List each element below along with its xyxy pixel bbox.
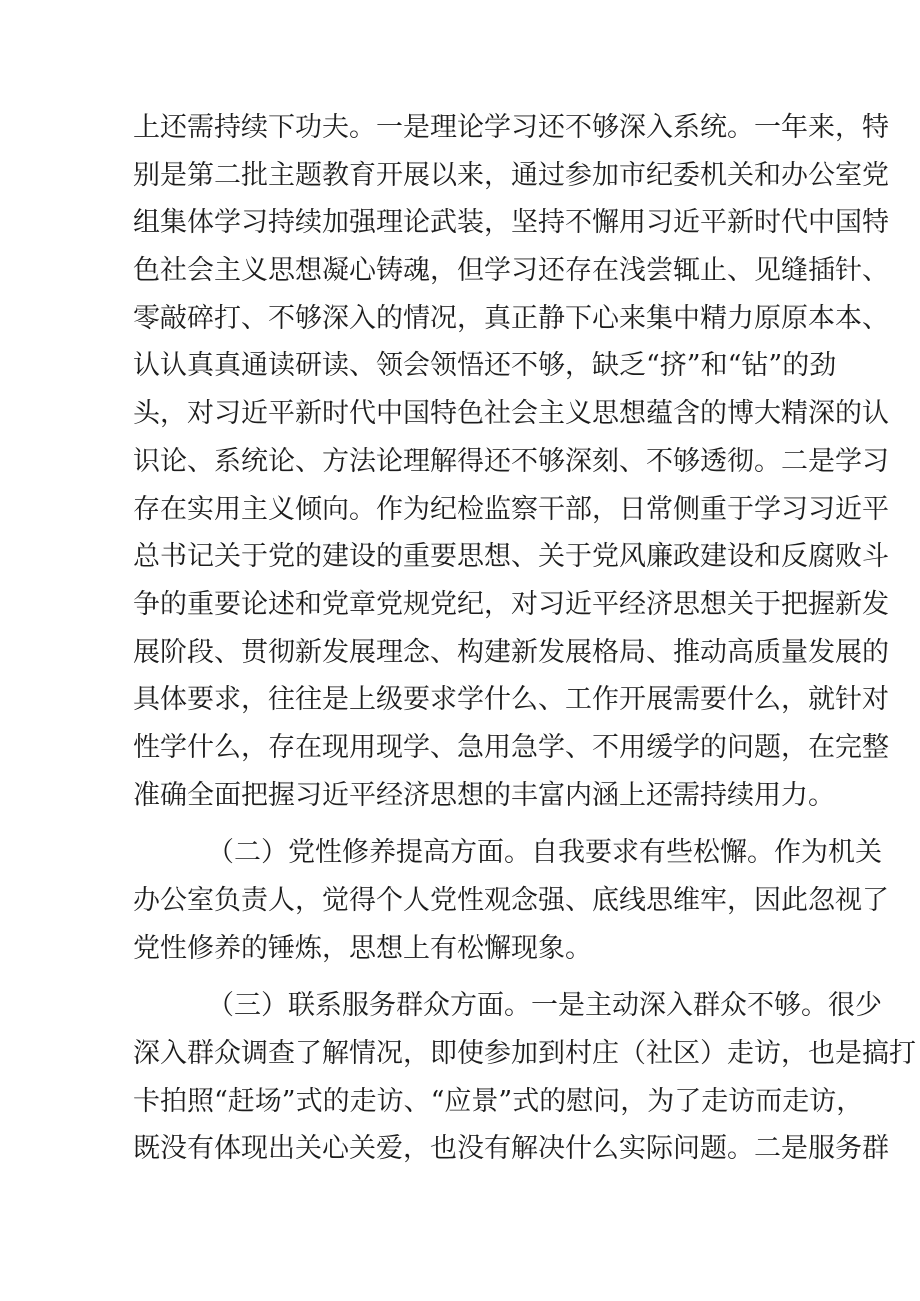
text-line: 卡拍照“赶场”式的走访、“应景”式的慰问，为了走访而走访， (133, 1085, 864, 1117)
paragraph-1 (133, 104, 889, 819)
text-line: 别是第二批主题教育开展以来，通过参加市纪委机关和办公室党 (133, 159, 889, 191)
text-line: 展阶段、贯彻新发展理念、构建新发展格局、推动高质量发展的 (133, 636, 889, 668)
text-line: 准确全面把握习近平经济思想的丰富内涵上还需持续用力。 (133, 779, 835, 811)
paragraph-spacer (133, 819, 795, 829)
text-line: 色社会主义思想凝心铸魂，但学习还存在浅尝辄止、见缝插针、 (133, 255, 889, 287)
text-line: 具体要求，往往是上级要求学什么、工作开展需要什么，就针对 (133, 684, 889, 716)
text-line: 头，对习近平新时代中国特色社会主义思想蕴含的博大精深的认 (133, 398, 889, 430)
paragraph-3 (133, 982, 916, 1173)
text-line: 识论、系统论、方法论理解得还不够深刻、不够透彻。二是学习 (133, 445, 889, 477)
text-line: 办公室负责人，觉得个人党性观念强、底线思维牢，因此忽视了 (133, 885, 889, 916)
text-line: 认认真真通读研读、领会领悟还不够，缺乏“挤”和“钻”的劲 (133, 350, 837, 382)
text-line: 总书记关于党的建设的重要思想、关于党风廉政建设和反腐败斗 (133, 541, 889, 573)
paragraph-2 (133, 829, 889, 972)
text-line: 党性修养的锤炼，思想上有松懈现象。 (133, 932, 592, 964)
text-line: 组集体学习持续加强理论武装，坚持不懈用习近平新时代中国特 (133, 207, 889, 239)
text-line: （三）联系服务群众方面。一是主动深入群众不够。很少 (207, 990, 882, 1022)
text-line: （二）党性修养提高方面。自我要求有些松懈。作为机关 (207, 837, 882, 869)
text-line: 争的重要论述和党章党规党纪，对习近平经济思想关于把握新发 (133, 588, 889, 620)
text-line: 性学什么，存在现用现学、急用急学、不用缓学的问题，在完整 (133, 731, 889, 763)
text-line: 上还需持续下功夫。一是理论学习还不够深入系统。一年来，特 (133, 112, 889, 143)
text-line: 存在实用主义倾向。作为纪检监察干部，日常侧重于学习习近平 (133, 493, 889, 525)
text-line: 既没有体现出关心关爱，也没有解决什么实际问题。二是服务群 (133, 1133, 889, 1165)
text-line: 零敲碎打、不够深入的情况，真正静下心来集中精力原原本本、 (133, 302, 889, 334)
paragraph-spacer (133, 972, 795, 982)
document-body (133, 104, 916, 1173)
text-line: 深入群众调查了解情况，即使参加到村庄（社区）走访，也是搞打 (133, 1038, 916, 1070)
